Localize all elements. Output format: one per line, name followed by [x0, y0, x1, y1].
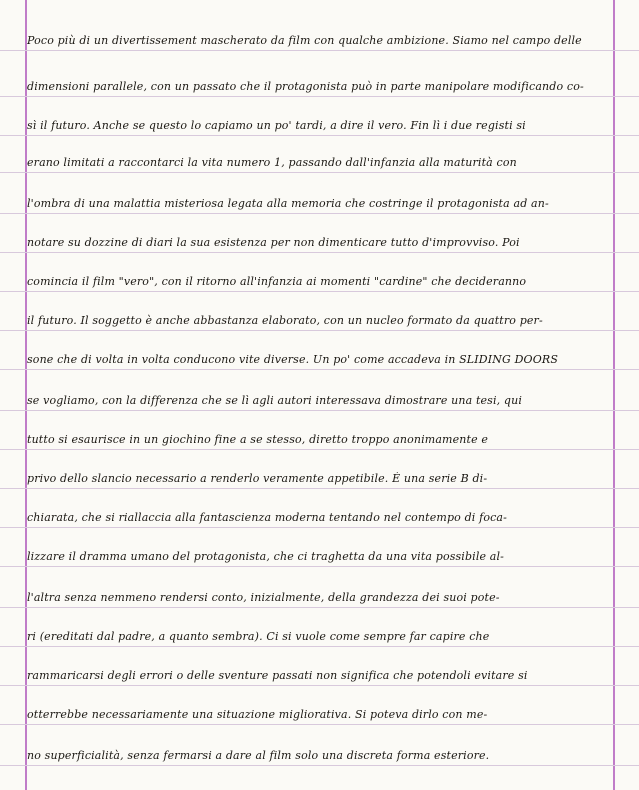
text-line: comincia il film "vero", con il ritorno all'infanzia ai momenti "cardine" che decideranno: [27, 275, 527, 288]
text-line: notare su dozzine di diari la sua esistenza per non dimenticare tutto d'improvviso. Poi: [27, 236, 520, 249]
text-line: il futuro. Il soggetto è anche abbastanza elaborato, con un nucleo formato da quattro per-: [27, 314, 543, 327]
text-line: l'altra senza nemmeno rendersi conto, inizialmente, della grandezza dei suoi pote-: [27, 591, 500, 604]
text-line: ri (ereditati dal padre, a quanto sembra). Ci si vuole come sempre far capire che: [27, 630, 490, 643]
text-line: lizzare il dramma umano del protagonista, che ci traghetta da una vita possibile al-: [27, 550, 505, 563]
text-line: privo dello slancio necessario a renderlo veramente appetibile. È una serie B di-: [27, 472, 488, 485]
text-line: l'ombra di una malattia misteriosa legata alla memoria che costringe il protagonista ad an-: [27, 197, 549, 210]
text-line: chiarata, che si riallaccia alla fantascienza moderna tentando nel contempo di foca-: [27, 511, 507, 524]
text-line: otterrebbe necessariamente una situazione migliorativa. Si poteva dirlo con me-: [27, 708, 488, 721]
text-line: se vogliamo, con la differenza che se lì agli autori interessava dimostrare una tesi, qui: [27, 394, 523, 407]
text-line: no superficialità, senza fermarsi a dare al film solo una discreta forma esteriore.: [27, 749, 490, 762]
text-line: Poco più di un divertissement mascherato da film con qualche ambizione. Siamo nel campo delle: [27, 34, 582, 47]
text-line: sone che di volta in volta conducono vite diverse. Un po' come accadeva in SLIDING DOORS: [27, 353, 558, 366]
text-line: tutto si esaurisce in un giochino fine a se stesso, diretto troppo anonimamente e: [27, 433, 489, 446]
text-line: sì il futuro. Anche se questo lo capiamo un po' tardi, a dire il vero. Fin lì i due registi si: [27, 119, 526, 132]
right-margin-line: [613, 0, 615, 790]
handwritten-text: [27, 0, 613, 790]
text-line: erano limitati a raccontarci la vita numero 1, passando dall'infanzia alla maturità con: [27, 156, 517, 169]
text-line: dimensioni parallele, con un passato che il protagonista può in parte manipolare modificando co-: [27, 80, 584, 93]
text-line: rammaricarsi degli errori o delle sventure passati non significa che potendoli evitare si: [27, 669, 528, 682]
